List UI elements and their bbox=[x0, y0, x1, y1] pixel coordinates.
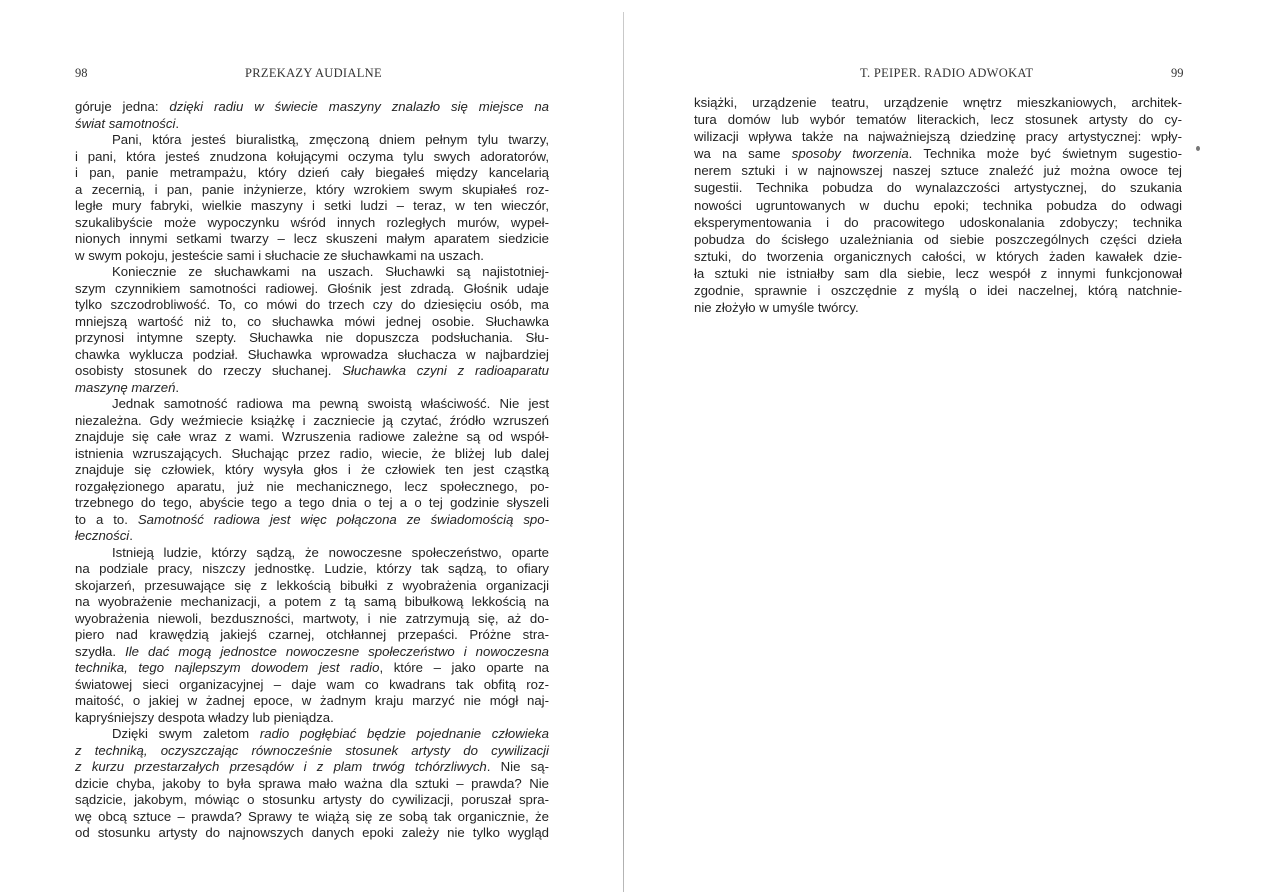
body-text bbox=[75, 99, 549, 842]
text-run: maitość, o jakiej w żadnej epoce, w żadnym kraju marzyć nie mógł naj- bbox=[75, 693, 549, 708]
book-gutter bbox=[623, 12, 624, 892]
text-run: szym czynnikiem samotności radiowej. Głośnik jest zdradą. Głośnik udaje bbox=[75, 280, 549, 296]
text-line bbox=[75, 726, 549, 743]
text-line bbox=[75, 116, 549, 133]
text-line bbox=[75, 198, 549, 215]
text-line bbox=[75, 149, 549, 166]
text-line bbox=[694, 179, 1182, 196]
text-run: trzebnego do tego, abyście tego a tego dnia o tej a o tej godzinie słyszeli bbox=[75, 495, 549, 510]
text-line bbox=[75, 528, 549, 545]
page-number: 99 bbox=[1171, 66, 1184, 80]
text-line bbox=[75, 611, 549, 628]
text-line bbox=[75, 776, 549, 793]
text-run: nerem sztuki i w najnowszej naszej sztuce znaleźć już można owoce tej bbox=[694, 163, 1182, 179]
text-run: Pani, która jesteś biuralistką, zmęczoną dniem pełnym tylu twarzy, bbox=[112, 132, 549, 147]
italic-text: sposoby tworzenia bbox=[791, 146, 909, 162]
paragraph bbox=[75, 396, 549, 545]
text-run: Istnieją ludzie, którzy sądzą, że nowoczesne społeczeństwo, oparte bbox=[112, 544, 549, 560]
text-line bbox=[75, 561, 549, 578]
text-line bbox=[75, 182, 549, 199]
text-run: , które – jako oparte na bbox=[379, 660, 549, 675]
text-line bbox=[75, 759, 549, 776]
text-run: Dzięki swym zaletom bbox=[112, 726, 260, 741]
text-run: na wyobrażenie mechanizacji, a potem z tą samą bibułkową lekkością na bbox=[75, 594, 549, 609]
text-run: wę obcą sztuce – prawda? Sprawy te wiążą się ze sobą tak organicznie, że bbox=[75, 808, 549, 824]
text-run: znajduje się całe wraz z wami. Wzruszenia radiowe zależne są od współ- bbox=[75, 429, 549, 444]
text-line bbox=[75, 594, 549, 611]
text-run: . Technika może być świetnym sugestio- bbox=[908, 146, 1182, 162]
text-run: od stosunku artysty do najnowszych danych epoki zależy nie tylko wygląd bbox=[75, 825, 549, 840]
text-line bbox=[694, 282, 1182, 299]
text-line bbox=[75, 512, 549, 529]
text-run: w swym pokoju, jesteście sami i słuchacie ze słuchawkami na uszach. bbox=[75, 247, 484, 263]
paragraph bbox=[694, 94, 1182, 316]
text-run: kapryśniejszy despota władzy lub pieniądza. bbox=[75, 709, 334, 725]
text-run: książki, urządzenie teatru, urządzenie wnętrz mieszkaniowych, architek- bbox=[694, 95, 1182, 110]
text-run: szukalibyście może wypoczynku wśród innych rozległych murów, wypeł- bbox=[75, 214, 549, 230]
text-run: ległe mury fabryki, wielkie maszyny i setki ludzi – teraz, w ten wieczór, bbox=[75, 198, 549, 213]
text-run: chawka wyklucza podział. Słuchawka wprowadza słuchacza w najbardziej bbox=[75, 346, 549, 362]
text-line bbox=[75, 347, 549, 364]
text-run: tylko szczodrobliwość. To, co mówi do trzech czy do dziesięciu osób, ma bbox=[75, 297, 549, 312]
text-line bbox=[75, 578, 549, 595]
italic-text: Samotność radiowa jest więc połączona ze świadomością spo- bbox=[137, 511, 549, 527]
text-run: to a to. bbox=[75, 511, 138, 527]
text-run: wilizacji wpływa także na najważniejszą dziedzinę pracy artystycznej: wpły- bbox=[694, 129, 1182, 145]
text-run: . bbox=[175, 115, 180, 131]
italic-text: z techniką, oczyszczając równocześnie stosunek artysty do cywilizacji bbox=[75, 742, 549, 758]
text-line bbox=[75, 479, 549, 496]
running-head: T. PEIPER. RADIO ADWOKAT bbox=[860, 66, 1034, 80]
text-line bbox=[75, 644, 549, 661]
text-line bbox=[75, 627, 549, 644]
text-run: niezależna. Gdy weźmiecie książkę i zaczniecie ją czytać, źródło wzruszeń bbox=[75, 412, 549, 428]
italic-text: z kurzu przestarzałych przesądów i z plam trwóg tchórzliwych bbox=[75, 759, 487, 774]
text-run: pobudza do ścisłego uzależniania od siebie poszczególnych części dzieła bbox=[694, 231, 1182, 247]
italic-text: świat samotności bbox=[75, 115, 176, 131]
text-run: sądzicie, jakobym, mówiąc o stosunku artysty do cywilizacji, poruszał spra- bbox=[75, 792, 549, 807]
text-run: sztuki, do tworzenia organicznych całości, w których żaden kawałek dzie- bbox=[694, 248, 1182, 264]
text-run: rozgałęzionego aparatu, już nie mechanicznego, lecz społecznego, po- bbox=[75, 478, 549, 494]
text-line bbox=[75, 396, 549, 413]
text-run: przynosi intymne szepty. Słuchawka nie dopuszcza podsłuchania. Słu- bbox=[75, 330, 549, 345]
text-run: . bbox=[129, 528, 133, 543]
italic-text: technika, tego najlepszym dowodem jest radio bbox=[75, 660, 380, 675]
text-run: Koniecznie ze słuchawkami na uszach. Słuchawki są najistotniej- bbox=[112, 264, 549, 279]
text-line bbox=[75, 231, 549, 248]
text-run: na podziale pracy, niszczy jednostkę. Ludzie, którzy tak sądzą, to ofiary bbox=[75, 561, 549, 576]
text-run: tura domów lub wybór tematów literackich, lecz stosunek artysty do cy- bbox=[694, 112, 1182, 128]
italic-text: radio pogłębiać będzie pojednanie człowieka bbox=[259, 726, 549, 741]
left-page bbox=[0, 0, 624, 894]
text-run: ła sztuki nie istniałby sam dla siebie, lecz wespół z innymi funkcjonował bbox=[694, 265, 1182, 281]
text-line bbox=[75, 743, 549, 760]
paragraph bbox=[75, 132, 549, 264]
text-run: dzicie chyba, jakoby to była sprawa mało ważna dla sztuki – prawda? Nie bbox=[75, 775, 549, 791]
text-run: i pani, która jesteś znudzona kołującymi oczyma tylu swych adoratorów, bbox=[75, 148, 549, 164]
text-run: nie złożyło w umyśle twórcy. bbox=[694, 300, 859, 316]
text-line bbox=[75, 314, 549, 331]
text-line bbox=[694, 248, 1182, 265]
text-run: eksperymentowania i do pracowitego udoskonalania zdobyczy; technika bbox=[694, 214, 1182, 230]
text-run: nowości ugruntowanych w duchu epoki; technika pobudza do odwagi bbox=[694, 197, 1182, 213]
text-line bbox=[694, 162, 1182, 179]
text-line bbox=[694, 265, 1182, 282]
text-line bbox=[75, 297, 549, 314]
text-line bbox=[694, 231, 1182, 248]
text-run: światowej sieci organizacyjnej – daje wam co kwadrans tak obfitą roz- bbox=[75, 676, 549, 692]
text-run: istnienia wzruszających. Słuchając przez radio, wiecie, że bliżej lub dalej bbox=[75, 445, 549, 461]
text-run: znajduje się człowiek, który wysyła głos i że człowiek ten jest cząstką bbox=[75, 462, 549, 477]
text-line bbox=[75, 264, 549, 281]
text-run: skojarzeń, przesuwające się z lekkością bibułki z wyobrażenia organizacji bbox=[75, 577, 549, 593]
text-line bbox=[694, 145, 1182, 162]
italic-text: dzięki radiu w świecie maszyny znalazło się miejsce na bbox=[169, 99, 549, 114]
text-run: . Nie są- bbox=[486, 759, 549, 774]
paragraph bbox=[75, 99, 549, 132]
body-text bbox=[694, 94, 1182, 316]
text-line bbox=[75, 132, 549, 149]
text-line bbox=[694, 197, 1182, 214]
text-run: mniejszą wartość niż to, co słuchawka mówi jednej osobie. Słuchawka bbox=[75, 313, 549, 329]
text-line bbox=[694, 111, 1182, 128]
page-number: 98 bbox=[75, 66, 88, 80]
text-run: i pan, panie metrampażu, który dzień cały biegałeś między kancelarią bbox=[75, 165, 549, 180]
text-line bbox=[75, 792, 549, 809]
text-line bbox=[75, 99, 549, 116]
text-line bbox=[75, 693, 549, 710]
text-line bbox=[694, 94, 1182, 111]
text-line bbox=[75, 545, 549, 562]
paragraph bbox=[75, 726, 549, 842]
text-line bbox=[75, 215, 549, 232]
text-run: osobisty stosunek do rzeczy słuchanej. bbox=[75, 363, 343, 378]
text-run: a zecernią, i pan, panie inżynierze, który wzrokiem swym skupiałeś roz- bbox=[75, 181, 549, 197]
text-run: wyobrażenia niewoli, bezduszności, martwoty, i nie zatrzymują się, aż do- bbox=[75, 610, 549, 626]
paragraph bbox=[75, 264, 549, 396]
italic-text: łeczności bbox=[75, 528, 130, 543]
running-head: PRZEKAZY AUDIALNE bbox=[245, 66, 382, 80]
text-line bbox=[75, 429, 549, 446]
text-line bbox=[75, 413, 549, 430]
text-line bbox=[75, 446, 549, 463]
text-line bbox=[694, 214, 1182, 231]
text-run: szydła. bbox=[75, 643, 126, 659]
text-run: wa na same bbox=[694, 146, 792, 162]
italic-text: maszynę marzeń bbox=[75, 379, 176, 395]
text-run: góruje jedna: bbox=[75, 99, 170, 114]
text-run: piero nad krawędzią jakiejś czarnej, otchłannej przepaści. Próżne stra- bbox=[75, 627, 549, 642]
text-line bbox=[75, 281, 549, 298]
text-line bbox=[75, 710, 549, 727]
text-run: zgodnie, sprawnie i oszczędnie z myślą o idei naczelnej, którą natchnie- bbox=[694, 283, 1182, 299]
text-run: . bbox=[175, 379, 180, 395]
text-line bbox=[75, 495, 549, 512]
scan-speck bbox=[1196, 146, 1200, 151]
italic-text: Słuchawka czyni z radioaparatu bbox=[342, 363, 549, 378]
text-line bbox=[694, 299, 1182, 316]
text-line bbox=[75, 380, 549, 397]
text-line bbox=[75, 677, 549, 694]
text-line bbox=[75, 330, 549, 347]
text-line bbox=[75, 248, 549, 265]
paragraph bbox=[75, 545, 549, 727]
text-line bbox=[75, 363, 549, 380]
right-page bbox=[626, 0, 1262, 894]
text-line bbox=[75, 165, 549, 182]
text-run: Jednak samotność radiowa ma pewną swoistą właściwość. Nie jest bbox=[112, 396, 549, 411]
text-run: nionych innymi setkami twarzy – lecz skuszeni małym aparatem siedzicie bbox=[75, 231, 549, 246]
text-run: sugestii. Technika pobudza do wynalazczości artystycznej, do szukania bbox=[694, 180, 1182, 196]
text-line bbox=[75, 825, 549, 842]
text-line bbox=[694, 128, 1182, 145]
italic-text: Ile dać mogą jednostce nowoczesne społeczeństwo i nowoczesna bbox=[125, 643, 549, 659]
text-line bbox=[75, 809, 549, 826]
text-line bbox=[75, 462, 549, 479]
text-line bbox=[75, 660, 549, 677]
